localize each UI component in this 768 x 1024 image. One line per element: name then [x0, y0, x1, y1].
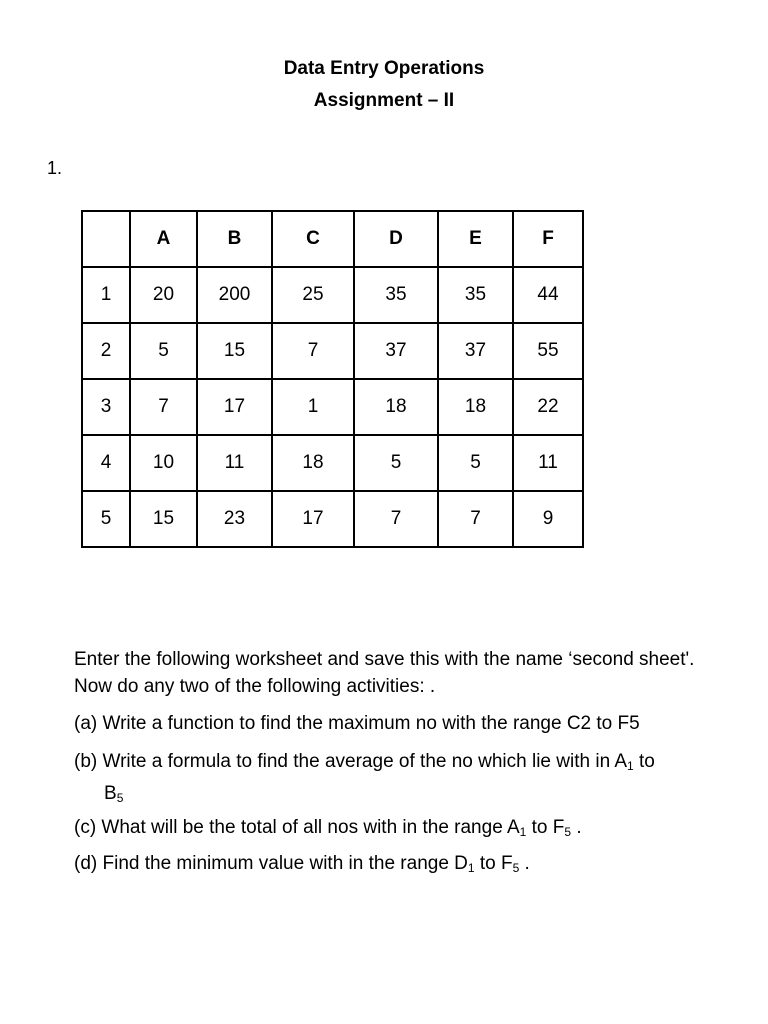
activity-c-text: to F [526, 817, 565, 838]
activity-d-text: (d) Find the minimum value with in the range D [74, 853, 468, 874]
column-header [82, 211, 130, 267]
activity-c-text: (c) What will be the total of all nos with in the range A [74, 817, 520, 838]
table-cell: 5 [438, 435, 513, 491]
table-row [82, 267, 583, 323]
activity-b-text: (b) Write a formula to find the average of the no which lie with in A [74, 751, 628, 772]
worksheet-body [82, 211, 583, 547]
table-cell: 15 [197, 323, 272, 379]
subscript: 1 [467, 861, 475, 875]
activity-d-text: . [519, 853, 530, 874]
instruction-text: Enter the following worksheet and save this with the name ‘second sheet'. Now do any two of the following activities: . [74, 649, 695, 697]
table-cell: 37 [438, 323, 513, 379]
row-number: 3 [82, 379, 130, 435]
worksheet-table [81, 210, 584, 548]
table-cell: 23 [197, 491, 272, 547]
table-cell: 18 [354, 379, 438, 435]
table-cell: 20 [130, 267, 197, 323]
row-number: 1 [82, 267, 130, 323]
table-cell: 35 [438, 267, 513, 323]
row-number: 4 [82, 435, 130, 491]
table-cell: 11 [197, 435, 272, 491]
table-cell: 17 [197, 379, 272, 435]
document-title: Data Entry Operations [283, 58, 485, 79]
subscript: 1 [627, 759, 634, 773]
question-number: 1. [47, 158, 63, 178]
table-cell: 10 [130, 435, 197, 491]
table-cell: 200 [197, 267, 272, 323]
table-row [82, 491, 583, 547]
table-cell: 5 [354, 435, 438, 491]
table-cell: 7 [438, 491, 513, 547]
activity-b [74, 748, 744, 812]
table-cell: 17 [272, 491, 354, 547]
table-row [82, 323, 583, 379]
table-cell: 37 [354, 323, 438, 379]
column-header: C [272, 211, 354, 267]
table-cell: 7 [354, 491, 438, 547]
table-row [82, 435, 583, 491]
subscript: 5 [564, 825, 572, 839]
table-cell: 9 [513, 491, 583, 547]
row-number: 2 [82, 323, 130, 379]
table-cell: 18 [272, 435, 354, 491]
table-row [82, 379, 583, 435]
table-cell: 7 [130, 379, 197, 435]
table-cell: 35 [354, 267, 438, 323]
document-subtitle: Assignment – II [313, 90, 455, 111]
activity-d-text: to F [474, 853, 513, 874]
column-header: D [354, 211, 438, 267]
subscript: 1 [519, 825, 527, 839]
table-cell: 15 [130, 491, 197, 547]
column-header: B [197, 211, 272, 267]
table-cell: 5 [130, 323, 197, 379]
activity-c-text: . [571, 817, 582, 838]
subscript: 5 [512, 861, 520, 875]
header-row [82, 211, 583, 267]
row-number: 5 [82, 491, 130, 547]
table-cell: 55 [513, 323, 583, 379]
column-header: A [130, 211, 197, 267]
activity-b-text: to [633, 751, 655, 772]
activity-d [74, 850, 744, 882]
activity-a: (a) Write a function to find the maximum no with the range C2 to F5 [74, 713, 640, 734]
column-header: E [438, 211, 513, 267]
subscript: 5 [116, 791, 124, 805]
table-cell: 44 [513, 267, 583, 323]
column-header: F [513, 211, 583, 267]
table-cell: 11 [513, 435, 583, 491]
activity-c [74, 814, 744, 846]
activity-b-text: B [104, 783, 117, 804]
table-cell: 1 [272, 379, 354, 435]
table-cell: 22 [513, 379, 583, 435]
table-cell: 25 [272, 267, 354, 323]
table-cell: 7 [272, 323, 354, 379]
table-cell: 18 [438, 379, 513, 435]
